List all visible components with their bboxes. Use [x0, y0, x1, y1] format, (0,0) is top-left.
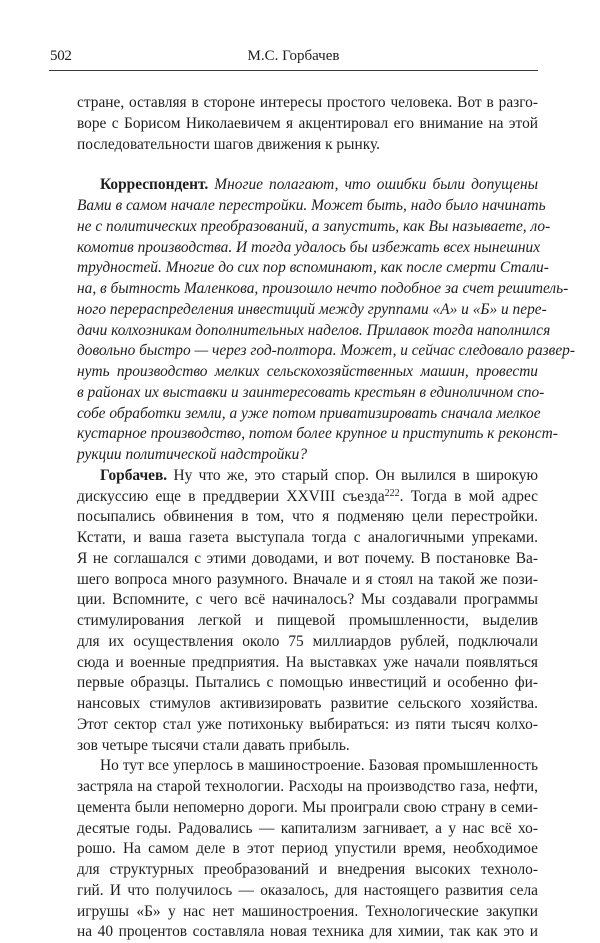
text-fragment: дискуссию еще в преддверии XXVIII съезда — [77, 487, 385, 505]
text-line: трудностей. Многие до сих пор вспоминают, как после смерти Стали- — [77, 259, 549, 277]
text-line: для структурных преобразований и внедрения высоких техноло- — [77, 861, 538, 878]
text-line: на, в бытность Маленкова, произошло нечто подобное за счет решитель- — [77, 280, 569, 297]
speaker-gorbachev: Горбачев. — [100, 466, 168, 484]
answer-text: Ну что же, это старый спор. Он вылился в широкую — [167, 466, 538, 484]
text-line: зов четыре тысячи стали давать прибыль. — [77, 736, 350, 754]
paragraph-answer — [77, 466, 538, 757]
text-fragment: . Тогда в мой адрес — [399, 487, 539, 505]
text-line: Но тут все уперлось в машиностроение. Базовая промышленность — [100, 757, 538, 775]
text-line: игрушы «Б» у нас нет машиностроения. Технологические закупки — [77, 902, 538, 920]
text-line: для их осуществления около 75 миллиардов рублей, подключали — [77, 632, 538, 650]
text-line: посыпались обвинения в том, что я подменяю цели перестройки. — [77, 508, 538, 526]
text-line: ции. Вспомните, с чего всё начиналось? Мы создавали программы — [77, 591, 538, 609]
text-line — [77, 175, 538, 196]
paragraph-continuation — [77, 93, 538, 155]
text-line: в районах их выставки и заинтересовать крестьян в единоличном спо- — [77, 383, 545, 401]
text-line: нансовых стимулов активизировать развитие сельского хозяйства. — [77, 695, 538, 712]
text-line: гий. И что получилось — оказалось, для настоящего развития села — [77, 881, 538, 899]
text-line: Кстати, и ваша газета выступала тогда с аналогичными упреками. — [77, 529, 538, 546]
text-line: нуть производство мелких сельскохозяйственных машин, провести — [77, 363, 538, 380]
paragraph-body — [77, 756, 538, 943]
text-line: ного перераспределения инвестиций между группами «А» и «Б» и пере- — [77, 300, 547, 318]
text-line — [77, 487, 538, 508]
text-line: Вами в самом начале перестройки. Может быть, надо было начинать — [77, 197, 546, 214]
text-line: сюда и военные предприятия. На выставках уже начали появляться — [77, 653, 538, 671]
question-text: Многие полагают, что ошибки были допущены — [208, 176, 538, 194]
paragraph-question — [77, 175, 575, 466]
text-line: рошо. На самом деле в этот период упустили время, необходимое — [77, 840, 538, 858]
text-line: собе обработки земли, а уже потом приватизировать сначала мелкое — [77, 404, 541, 422]
text-line: комотив производства. И тогда удалось бы избежать всех нынешних — [77, 238, 541, 256]
speaker-correspondent: Корреспондент. — [100, 176, 209, 194]
text-line: довольно быстро — через год-полтора. Может, и сейчас следовало развер- — [77, 342, 575, 360]
text-line: стране, оставляя в стороне интересы простого человека. Вот в разго- — [77, 94, 538, 111]
text-line: застряла на старой технологии. Расходы на производство газа, нефти, — [77, 778, 538, 795]
text-line: дачи колхозникам дополнительных наделов. Прилавок тогда наполнился — [77, 321, 551, 339]
body-text — [77, 93, 575, 943]
text-line: десятые годы. Радовались — капитализм загнивает, а у нас всё хо- — [77, 819, 538, 837]
text-line: рукции политической надстройки? — [77, 446, 308, 463]
footnote-reference[interactable]: 222 — [384, 487, 400, 499]
page-number: 502 — [50, 48, 72, 64]
text-line: цемента были непомерно дороги. Мы проиграли свою страну в семи- — [77, 798, 538, 816]
running-head — [49, 46, 538, 71]
running-title: М.С. Горбачев — [247, 48, 340, 64]
text-line: воре с Борисом Николаевичем я акцентировал его внимание на этой — [77, 114, 538, 132]
text-line: стимулирования легкой и пищевой промышленности, выделив — [77, 612, 538, 629]
text-line — [77, 466, 538, 487]
text-line: шего вопроса много разумного. Вначале и я стоял на такой же пози- — [77, 570, 538, 588]
text-line: последовательности шагов движения к рынку. — [77, 135, 380, 153]
text-line: Я не соглашался с этими доводами, и вот почему. В постановке Ва- — [77, 549, 538, 567]
text-line: не с политических преобразований, а запустить, как Вы называете, ло- — [77, 217, 551, 235]
text-line: Этот сектор стал уже потихоньку выбираться: из пяти тысяч колхо- — [77, 715, 538, 733]
text-line: первые образцы. Пытались с помощью инвестиций и особенно фи- — [77, 674, 538, 692]
text-line: кустарное производство, потом более крупное и приступить к реконст- — [77, 425, 558, 443]
text-line: на 40 процентов составляла новая техника для химии, так как это и — [77, 923, 538, 941]
